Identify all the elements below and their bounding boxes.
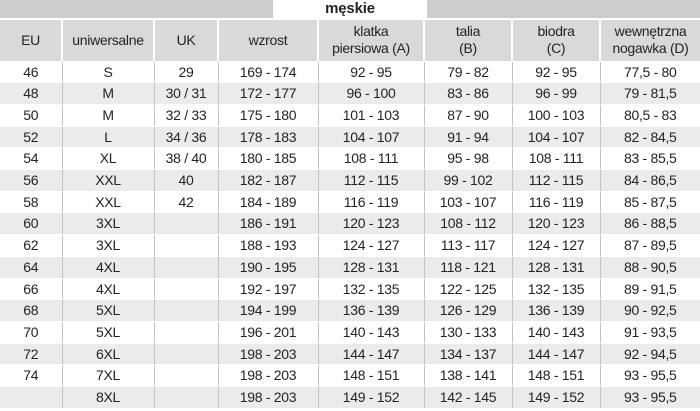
cell-biodra: 128 - 131	[512, 256, 600, 278]
table-row	[0, 148, 700, 170]
cell-eu: 72	[0, 343, 62, 365]
cell-klatka-piersiowa: 96 - 100	[318, 83, 424, 105]
cell-eu	[0, 387, 62, 409]
cell-uniwersalne: XXL	[62, 170, 154, 192]
cell-talia: 91 - 94	[424, 126, 512, 148]
cell-talia: 142 - 145	[424, 387, 512, 409]
table-row	[0, 61, 700, 83]
cell-uk: 30 / 31	[154, 83, 218, 105]
column-header-label: talia	[455, 22, 481, 39]
cell-nogawka: 79 - 81,5	[600, 83, 700, 105]
column-header-biodra	[512, 20, 600, 61]
cell-eu: 64	[0, 256, 62, 278]
cell-klatka-piersiowa: 112 - 115	[318, 170, 424, 192]
cell-uniwersalne: XL	[62, 148, 154, 170]
cell-klatka-piersiowa: 144 - 147	[318, 343, 424, 365]
cell-nogawka: 82 - 84,5	[600, 126, 700, 148]
cell-biodra: 144 - 147	[512, 343, 600, 365]
cell-wzrost: 192 - 197	[218, 278, 318, 300]
cell-wzrost: 182 - 187	[218, 170, 318, 192]
cell-klatka-piersiowa: 124 - 127	[318, 235, 424, 257]
table-row	[0, 365, 700, 387]
cell-uniwersalne: M	[62, 83, 154, 105]
cell-eu: 60	[0, 213, 62, 235]
size-table-body	[0, 61, 700, 408]
cell-nogawka: 86 - 88,5	[600, 213, 700, 235]
cell-eu: 56	[0, 170, 62, 192]
cell-uk: 38 / 40	[154, 148, 218, 170]
cell-uniwersalne: 4XL	[62, 256, 154, 278]
header-row	[0, 20, 700, 61]
cell-talia: 122 - 125	[424, 278, 512, 300]
cell-uniwersalne: 5XL	[62, 300, 154, 322]
table-row	[0, 321, 700, 343]
cell-klatka-piersiowa: 149 - 152	[318, 387, 424, 409]
cell-wzrost: 198 - 203	[218, 343, 318, 365]
cell-nogawka: 92 - 94,5	[600, 343, 700, 365]
cell-uk: 29	[154, 61, 218, 83]
cell-klatka-piersiowa: 132 - 135	[318, 278, 424, 300]
cell-eu: 66	[0, 278, 62, 300]
cell-nogawka: 93 - 95,5	[600, 387, 700, 409]
cell-uniwersalne: S	[62, 61, 154, 83]
cell-talia: 95 - 98	[424, 148, 512, 170]
cell-klatka-piersiowa: 136 - 139	[318, 300, 424, 322]
cell-klatka-piersiowa: 128 - 131	[318, 256, 424, 278]
cell-nogawka: 85 - 87,5	[600, 191, 700, 213]
cell-talia: 79 - 82	[424, 61, 512, 83]
cell-biodra: 136 - 139	[512, 300, 600, 322]
table-row	[0, 213, 700, 235]
cell-uk	[154, 387, 218, 409]
cell-eu: 52	[0, 126, 62, 148]
cell-wzrost: 175 - 180	[218, 104, 318, 126]
cell-wzrost: 194 - 199	[218, 300, 318, 322]
table-row	[0, 104, 700, 126]
cell-talia: 99 - 102	[424, 170, 512, 192]
column-header-label: piersiowa (A)	[332, 40, 410, 57]
size-table-header	[0, 20, 700, 61]
cell-nogawka: 89 - 91,5	[600, 278, 700, 300]
cell-uniwersalne: 3XL	[62, 235, 154, 257]
cell-uk	[154, 213, 218, 235]
cell-uniwersalne: L	[62, 126, 154, 148]
cell-uniwersalne: 7XL	[62, 365, 154, 387]
column-header-klatka-piersiowa	[318, 20, 424, 61]
cell-biodra: 132 - 135	[512, 278, 600, 300]
cell-biodra: 112 - 115	[512, 170, 600, 192]
cell-wzrost: 186 - 191	[218, 213, 318, 235]
cell-biodra: 100 - 103	[512, 104, 600, 126]
cell-eu: 62	[0, 235, 62, 257]
table-row	[0, 235, 700, 257]
cell-nogawka: 83 - 85,5	[600, 148, 700, 170]
cell-talia: 130 - 133	[424, 321, 512, 343]
cell-nogawka: 84 - 86,5	[600, 170, 700, 192]
column-header-wewnetrzna-nogawka	[600, 20, 700, 61]
table-row	[0, 170, 700, 192]
column-header-wzrost	[218, 20, 318, 61]
cell-klatka-piersiowa: 92 - 95	[318, 61, 424, 83]
cell-uk: 34 / 36	[154, 126, 218, 148]
column-header-label: wzrost	[248, 31, 288, 48]
column-header-label: klatka	[353, 22, 389, 39]
cell-eu: 58	[0, 191, 62, 213]
cell-wzrost: 190 - 195	[218, 256, 318, 278]
cell-uniwersalne: 3XL	[62, 213, 154, 235]
cell-eu: 54	[0, 148, 62, 170]
cell-klatka-piersiowa: 140 - 143	[318, 321, 424, 343]
cell-uniwersalne: 8XL	[62, 387, 154, 409]
table-title: męskie	[273, 0, 427, 19]
column-header-eu	[0, 20, 62, 61]
cell-eu: 48	[0, 83, 62, 105]
cell-uniwersalne: 4XL	[62, 278, 154, 300]
column-header-label: nogawka (D)	[612, 40, 689, 57]
cell-uk	[154, 365, 218, 387]
table-row	[0, 300, 700, 322]
column-header-label: (C)	[546, 40, 566, 57]
cell-uk	[154, 343, 218, 365]
cell-wzrost: 188 - 193	[218, 235, 318, 257]
cell-talia: 134 - 137	[424, 343, 512, 365]
size-table	[0, 20, 700, 409]
cell-klatka-piersiowa: 120 - 123	[318, 213, 424, 235]
cell-klatka-piersiowa: 116 - 119	[318, 191, 424, 213]
cell-klatka-piersiowa: 108 - 111	[318, 148, 424, 170]
cell-eu: 46	[0, 61, 62, 83]
cell-talia: 138 - 141	[424, 365, 512, 387]
cell-uk: 42	[154, 191, 218, 213]
cell-nogawka: 88 - 90,5	[600, 256, 700, 278]
cell-uniwersalne: 5XL	[62, 321, 154, 343]
table-title-row	[0, 0, 700, 20]
cell-klatka-piersiowa: 148 - 151	[318, 365, 424, 387]
cell-biodra: 104 - 107	[512, 126, 600, 148]
cell-biodra: 92 - 95	[512, 61, 600, 83]
column-header-label: biodra	[537, 22, 575, 39]
cell-uk	[154, 256, 218, 278]
cell-uniwersalne: 6XL	[62, 343, 154, 365]
column-header-talia	[424, 20, 512, 61]
column-header-label: UK	[176, 31, 196, 48]
cell-nogawka: 90 - 92,5	[600, 300, 700, 322]
cell-biodra: 124 - 127	[512, 235, 600, 257]
cell-wzrost: 169 - 174	[218, 61, 318, 83]
table-row	[0, 126, 700, 148]
cell-uniwersalne: XXL	[62, 191, 154, 213]
cell-nogawka: 77,5 - 80	[600, 61, 700, 83]
cell-nogawka: 93 - 95,5	[600, 365, 700, 387]
cell-klatka-piersiowa: 104 - 107	[318, 126, 424, 148]
cell-uk: 40	[154, 170, 218, 192]
cell-eu: 74	[0, 365, 62, 387]
cell-uk	[154, 235, 218, 257]
cell-talia: 87 - 90	[424, 104, 512, 126]
column-header-label: wewnętrzna	[614, 22, 687, 39]
cell-talia: 108 - 112	[424, 213, 512, 235]
table-row	[0, 191, 700, 213]
table-row	[0, 278, 700, 300]
column-header-label: EU	[21, 31, 40, 48]
cell-uniwersalne: M	[62, 104, 154, 126]
cell-wzrost: 180 - 185	[218, 148, 318, 170]
column-header-label: uniwersalne	[72, 31, 144, 48]
column-header-label: (B)	[459, 40, 477, 57]
cell-biodra: 96 - 99	[512, 83, 600, 105]
cell-wzrost: 198 - 203	[218, 365, 318, 387]
cell-wzrost: 172 - 177	[218, 83, 318, 105]
cell-nogawka: 80,5 - 83	[600, 104, 700, 126]
cell-klatka-piersiowa: 101 - 103	[318, 104, 424, 126]
cell-uk: 32 / 33	[154, 104, 218, 126]
cell-uk	[154, 278, 218, 300]
cell-talia: 103 - 107	[424, 191, 512, 213]
cell-biodra: 108 - 111	[512, 148, 600, 170]
cell-eu: 68	[0, 300, 62, 322]
cell-uk	[154, 321, 218, 343]
cell-eu: 70	[0, 321, 62, 343]
cell-wzrost: 178 - 183	[218, 126, 318, 148]
cell-eu: 50	[0, 104, 62, 126]
cell-uk	[154, 300, 218, 322]
table-row	[0, 343, 700, 365]
column-header-uk	[154, 20, 218, 61]
cell-biodra: 116 - 119	[512, 191, 600, 213]
cell-wzrost: 184 - 189	[218, 191, 318, 213]
cell-nogawka: 91 - 93,5	[600, 321, 700, 343]
cell-biodra: 120 - 123	[512, 213, 600, 235]
cell-talia: 83 - 86	[424, 83, 512, 105]
cell-biodra: 140 - 143	[512, 321, 600, 343]
table-row	[0, 387, 700, 409]
table-row	[0, 256, 700, 278]
cell-nogawka: 87 - 89,5	[600, 235, 700, 257]
table-row	[0, 83, 700, 105]
cell-wzrost: 196 - 201	[218, 321, 318, 343]
column-header-uniwersalne	[62, 20, 154, 61]
cell-biodra: 149 - 152	[512, 387, 600, 409]
cell-talia: 118 - 121	[424, 256, 512, 278]
cell-talia: 126 - 129	[424, 300, 512, 322]
cell-wzrost: 198 - 203	[218, 387, 318, 409]
cell-biodra: 148 - 151	[512, 365, 600, 387]
cell-talia: 113 - 117	[424, 235, 512, 257]
